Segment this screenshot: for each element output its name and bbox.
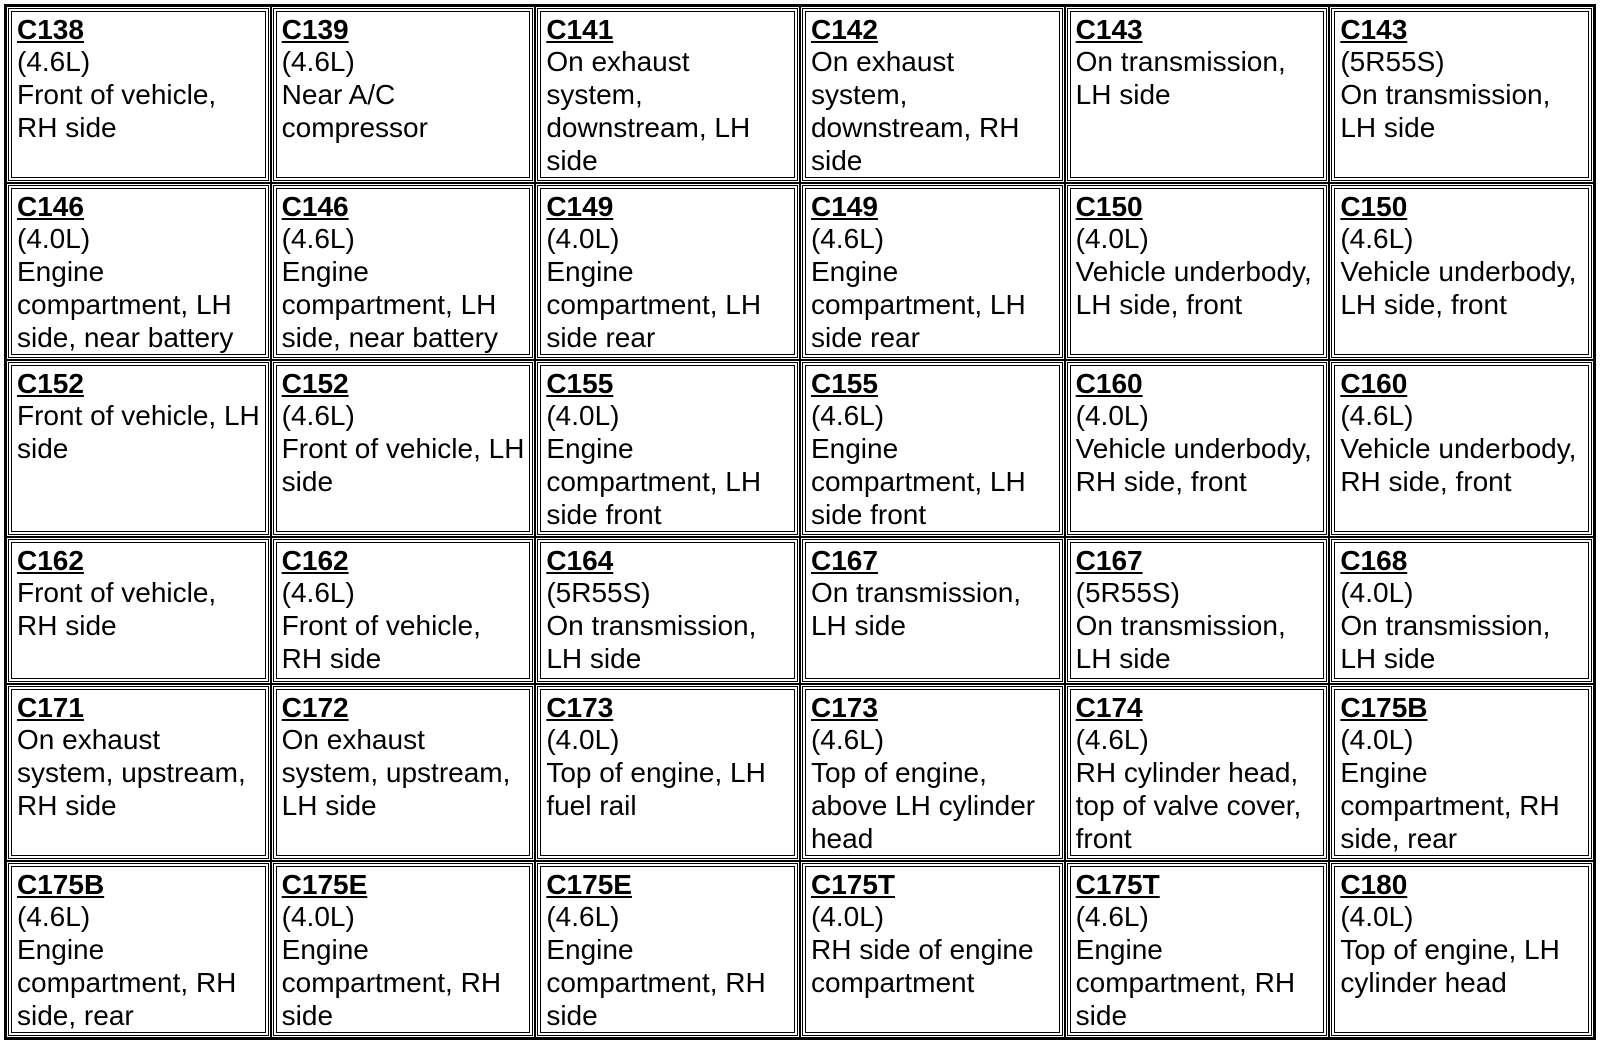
connector-code: C142 xyxy=(810,14,878,45)
connector-cell xyxy=(535,861,800,1038)
connector-location: (4.0L) Engine compartment, RH side xyxy=(281,901,502,1031)
connector-code: C160 xyxy=(1075,368,1143,399)
connector-location: (5R55S) On transmission, LH side xyxy=(1075,577,1286,674)
connector-location: (4.6L) Engine compartment, RH side xyxy=(546,901,766,1031)
connector-cell xyxy=(1065,360,1330,537)
connector-location: (4.6L) Engine compartment, LH side, near battery xyxy=(281,223,498,353)
connector-code: C180 xyxy=(1340,869,1408,900)
connector-cell xyxy=(6,183,271,360)
connector-code: C146 xyxy=(17,191,84,222)
connector-code: C174 xyxy=(1075,692,1143,723)
connector-location: (4.0L) RH side of engine compartment xyxy=(810,901,1034,998)
connector-cell xyxy=(1065,861,1330,1038)
connector-location: (4.0L) Engine compartment, RH side, rear xyxy=(1340,724,1560,854)
connector-location: On exhaust system, downstream, LH side xyxy=(546,46,751,176)
connector-code: C167 xyxy=(810,545,878,576)
connector-code: C168 xyxy=(1340,545,1408,576)
connector-cell xyxy=(6,6,271,183)
connector-code: C175B xyxy=(17,869,105,900)
connector-code: C149 xyxy=(546,191,614,222)
connector-cell xyxy=(271,684,536,861)
connector-code: C173 xyxy=(810,692,878,723)
connector-location: (4.6L) Engine compartment, RH side xyxy=(1075,901,1296,1031)
connector-code: C175E xyxy=(546,869,632,900)
connector-location: (4.6L) Engine compartment, RH side, rear xyxy=(17,901,237,1031)
connector-cell xyxy=(1329,183,1594,360)
connector-cell xyxy=(800,684,1065,861)
connector-location: (4.0L) Top of engine, LH cylinder head xyxy=(1340,901,1560,998)
connector-location: (4.6L) Vehicle underbody, RH side, front xyxy=(1340,400,1577,497)
connector-code: C150 xyxy=(1340,191,1408,222)
connector-cell xyxy=(800,537,1065,684)
connector-code: C141 xyxy=(546,14,614,45)
connector-cell xyxy=(535,684,800,861)
connector-location: On exhaust system, upstream, RH side xyxy=(17,724,246,821)
connector-location: On exhaust system, upstream, LH side xyxy=(281,724,511,821)
connector-cell xyxy=(800,360,1065,537)
connector-cell xyxy=(1065,183,1330,360)
connector-cell xyxy=(271,360,536,537)
connector-location: (4.6L) Top of engine, above LH cylinder head xyxy=(810,724,1036,854)
connector-code: C162 xyxy=(17,545,84,576)
connector-code: C164 xyxy=(546,545,614,576)
connector-code: C175T xyxy=(1075,869,1160,900)
connector-location: (4.0L) Engine compartment, LH side front xyxy=(546,400,762,530)
connector-location: (4.0L) On transmission, LH side xyxy=(1340,577,1551,674)
connector-code: C167 xyxy=(1075,545,1143,576)
connector-location: (5R55S) On transmission, LH side xyxy=(546,577,757,674)
connector-location: On transmission, LH side xyxy=(810,577,1022,641)
connector-location: (4.0L) Vehicle underbody, RH side, front xyxy=(1075,400,1312,497)
connector-code: C162 xyxy=(281,545,349,576)
connector-code: C138 xyxy=(17,14,84,45)
connector-location: Front of vehicle, RH side xyxy=(17,577,217,641)
connector-code: C152 xyxy=(281,368,349,399)
connector-cell xyxy=(1065,537,1330,684)
connector-cell xyxy=(271,861,536,1038)
connector-cell xyxy=(535,360,800,537)
connector-code: C173 xyxy=(546,692,614,723)
connector-location: On transmission, LH side xyxy=(1075,46,1286,110)
connector-code: C171 xyxy=(17,692,84,723)
connector-code: C146 xyxy=(281,191,349,222)
connector-cell xyxy=(6,684,271,861)
connector-code: C175B xyxy=(1340,692,1428,723)
connector-cell xyxy=(1329,6,1594,183)
connector-code: C160 xyxy=(1340,368,1408,399)
connector-code: C149 xyxy=(810,191,878,222)
connector-cell xyxy=(271,537,536,684)
connector-cell xyxy=(535,183,800,360)
connector-cell xyxy=(1065,6,1330,183)
connector-location: (4.6L) Engine compartment, LH side front xyxy=(810,400,1026,530)
connector-cell xyxy=(1329,360,1594,537)
connector-cell xyxy=(1329,537,1594,684)
connector-location: (4.0L) Engine compartment, LH side rear xyxy=(546,223,762,353)
connector-location: (4.0L) Vehicle underbody, LH side, front xyxy=(1075,223,1312,320)
connector-location: Front of vehicle, LH side xyxy=(17,400,260,464)
connector-location-table xyxy=(4,4,1596,1040)
connector-location: (4.6L) Near A/C compressor xyxy=(281,46,428,143)
connector-location: (4.6L) RH cylinder head, top of valve cover, front xyxy=(1075,724,1302,854)
connector-location: (4.6L) Front of vehicle, RH side xyxy=(17,46,217,143)
connector-cell xyxy=(800,6,1065,183)
connector-code: C175E xyxy=(281,869,368,900)
connector-code: C152 xyxy=(17,368,84,399)
connector-cell xyxy=(6,537,271,684)
connector-cell xyxy=(1065,684,1330,861)
connector-location: (4.6L) Front of vehicle, LH side xyxy=(281,400,525,497)
connector-location: (4.6L) Vehicle underbody, LH side, front xyxy=(1340,223,1577,320)
connector-cell xyxy=(800,861,1065,1038)
connector-code: C172 xyxy=(281,692,349,723)
connector-cell xyxy=(1329,684,1594,861)
connector-cell xyxy=(6,360,271,537)
connector-cell xyxy=(271,183,536,360)
connector-cell xyxy=(535,6,800,183)
connector-location: (4.6L) Front of vehicle, RH side xyxy=(281,577,481,674)
connector-location: (4.6L) Engine compartment, LH side rear xyxy=(810,223,1026,353)
connector-location: (4.0L) Engine compartment, LH side, near battery xyxy=(17,223,234,353)
connector-code: C143 xyxy=(1075,14,1143,45)
connector-location: (4.0L) Top of engine, LH fuel rail xyxy=(546,724,766,821)
connector-code: C155 xyxy=(546,368,614,399)
connector-code: C139 xyxy=(281,14,349,45)
connector-cell xyxy=(800,183,1065,360)
connector-location: (5R55S) On transmission, LH side xyxy=(1340,46,1551,143)
connector-cell xyxy=(535,537,800,684)
connector-cell xyxy=(271,6,536,183)
connector-code: C143 xyxy=(1340,14,1408,45)
connector-code: C155 xyxy=(810,368,878,399)
connector-code: C150 xyxy=(1075,191,1143,222)
connector-cell xyxy=(1329,861,1594,1038)
connector-cell xyxy=(6,861,271,1038)
connector-location: On exhaust system, downstream, RH side xyxy=(810,46,1020,176)
connector-code: C175T xyxy=(810,869,896,900)
